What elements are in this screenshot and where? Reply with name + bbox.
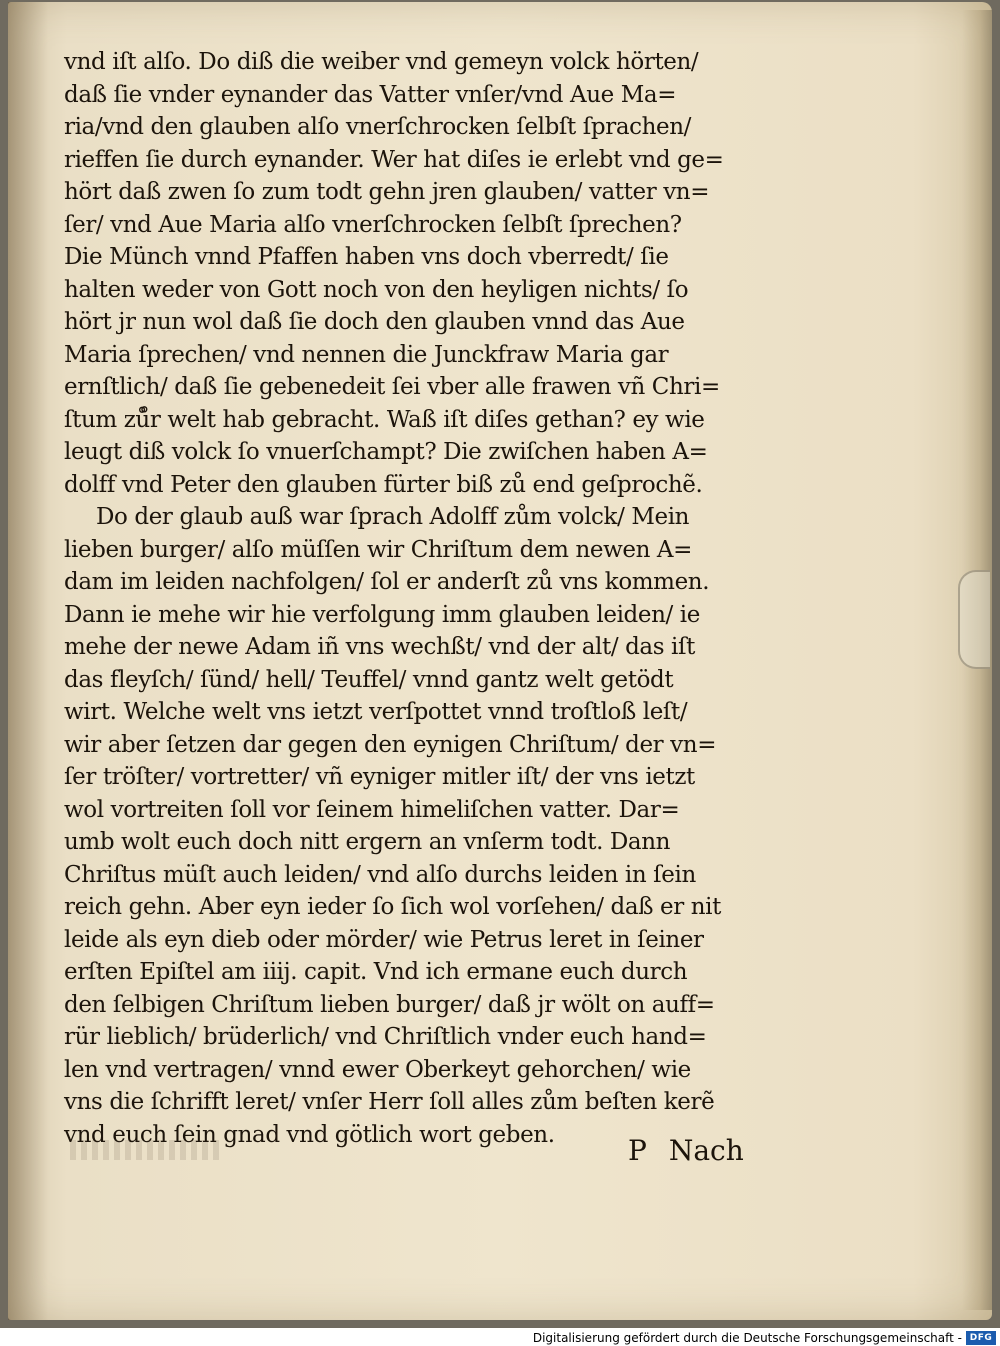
- text-line: Die Münch vnnd Pfaffen haben vns doch vberredt/ ſie: [64, 244, 669, 270]
- text-line: vnd iſt alſo. Do diß die weiber vnd gemeyn volck hörten/: [64, 49, 699, 75]
- catchword: Nach: [668, 1134, 744, 1167]
- text-line: Chriſtus müſt auch leiden/ vnd alſo durchs leiden in ſein: [64, 861, 696, 888]
- text-line: ria/vnd den glauben alſo vnerſchrocken ſelbſt ſprachen/: [64, 114, 692, 140]
- text-line: wirt. Welche welt vns ietzt verſpottet vnnd troſtloß leſt/: [64, 699, 688, 725]
- binding-shadow: [8, 2, 48, 1320]
- text-line: lieben burger/ alſo müſſen wir Chriſtum dem newen A=: [64, 536, 693, 563]
- signature-mark: P: [628, 1134, 647, 1167]
- text-line: leugt diß volck ſo vnuerſchampt? Die zwiſchen haben A=: [64, 439, 708, 465]
- paragraph-start-line: Do der glaub auß war ſprach Adolff zům volck/ Mein: [96, 504, 690, 530]
- text-line: hört jr nun wol daß ſie doch den glauben vnnd das Aue: [64, 309, 685, 335]
- text-line: das fleyſch/ ſünd/ hell/ Teuffel/ vnnd gantz welt getödt: [64, 666, 674, 693]
- text-line: den ſelbigen Chriſtum lieben burger/ daß jr wölt on auff=: [64, 991, 715, 1018]
- bleed-through-marks: [70, 1140, 220, 1160]
- text-line: umb wolt euch doch nitt ergern an vnſerm todt. Dann: [64, 829, 671, 855]
- text-line: wol vortreiten ſoll vor ſeinem himeliſchen vatter. Dar=: [64, 796, 680, 823]
- digitization-credit: [532, 1330, 993, 1346]
- text-line: halten weder von Gott noch von den heyligen nichts/ ſo: [64, 276, 689, 303]
- text-line: dolff vnd Peter den glauben fürter biß zů end geſprochẽ.: [64, 471, 703, 498]
- text-line: vns die ſchrifft leret/ vnſer Herr ſoll alles zům beſten kerẽ: [64, 1089, 715, 1115]
- text-line: hört daß zwen ſo zum todt gehn jren glauben/ vatter vn=: [64, 179, 710, 205]
- text-line: leide als eyn dieb oder mörder/ wie Petrus leret in ſeiner: [64, 926, 704, 953]
- credit-text: Digitalisierung gefördert durch die Deutsche Forschungsgemeinschaft -: [532, 1331, 962, 1345]
- text-line: ſer/ vnd Aue Maria alſo vnerſchrocken ſelbſt ſprechen?: [64, 211, 682, 238]
- text-line: ſtum zů̊r welt hab gebracht. Waß iſt diſes gethan? ey wie: [64, 406, 705, 433]
- page-footer-marks: [628, 1134, 744, 1174]
- text-line: reich gehn. Aber eyn ieder ſo ſich wol vorſehen/ daß er nit: [64, 894, 721, 920]
- dfg-logo: DFG: [966, 1331, 996, 1345]
- text-line: ernſtlich/ daß ſie gebenedeit ſei vber alle frawen vñ Chri=: [64, 374, 720, 400]
- text-line: Dann ie mehe wir hie verfolgung imm glauben leiden/ ie: [64, 601, 700, 628]
- text-line: erſten Epiſtel am iiij. capit. Vnd ich ermane euch durch: [64, 959, 688, 985]
- text-line: vnd euch ſein gnad vnd götlich wort geben.: [64, 1121, 555, 1148]
- text-line: rür lieblich/ brüderlich/ vnd Chriſtlich vnder euch hand=: [64, 1024, 707, 1050]
- text-line: dam im leiden nachfolgen/ ſol er anderſt zů vns kommen.: [64, 569, 710, 595]
- text-line: mehe der newe Adam iñ vns wechßt/ vnd der alt/ das iſt: [64, 634, 695, 660]
- page-clip: [958, 570, 990, 669]
- text-line: len vnd vertragen/ vnnd ewer Oberkeyt gehorchen/ wie: [64, 1056, 691, 1083]
- text-line: ſer tröſter/ vortretter/ vñ eyniger mitler iſt/ der vns ietzt: [64, 764, 695, 790]
- page-text: [64, 46, 764, 1151]
- text-line: rieffen ſie durch eynander. Wer hat diſes ie erlebt vnd ge=: [64, 146, 724, 173]
- text-line: Maria ſprechen/ vnd nennen die Junckfraw Maria gar: [64, 341, 669, 368]
- text-line: daß ſie vnder eynander das Vatter vnſer/vnd Aue Ma=: [64, 81, 677, 108]
- text-line: wir aber ſetzen dar gegen den eynigen Chriſtum/ der vn=: [64, 731, 717, 758]
